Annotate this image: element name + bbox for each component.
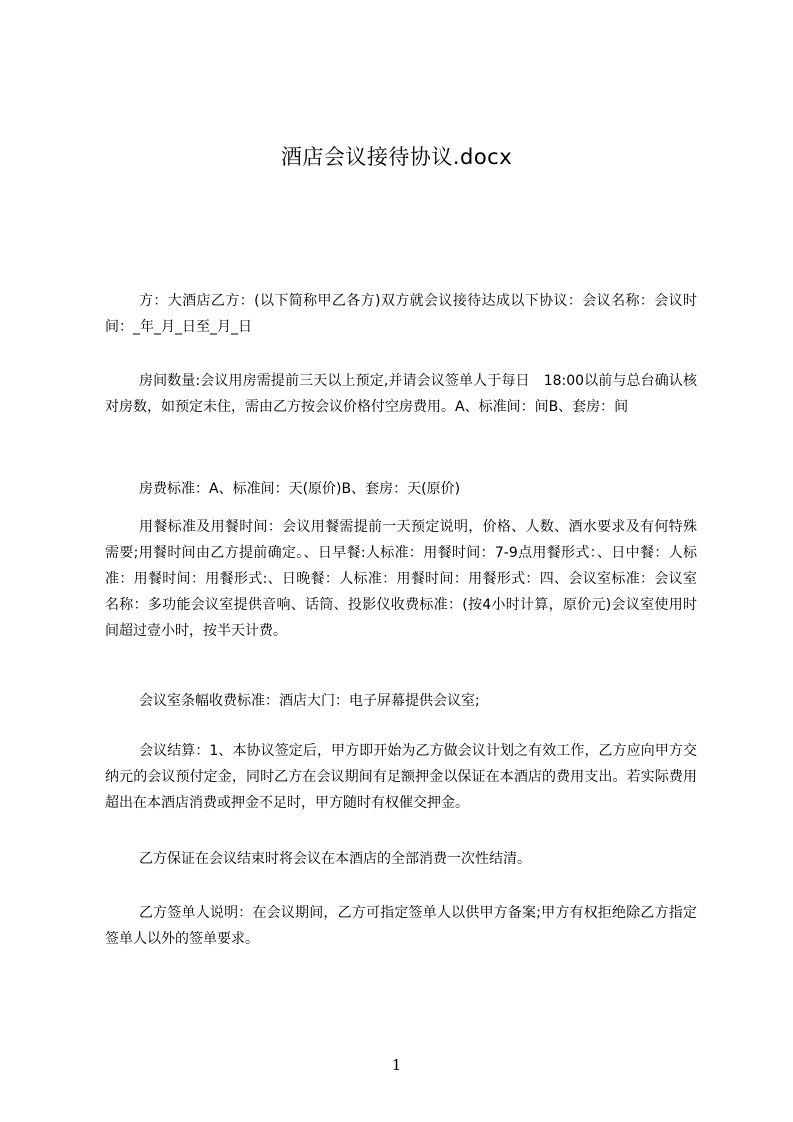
paragraph-banner-fees: 会议室条幅收费标准：酒店大门：电子屏幕提供会议室; bbox=[139, 693, 480, 709]
paragraph-room-rates: 房费标准：A、标准间：天(原价)B、套房：天(原价) bbox=[139, 481, 461, 497]
document-title: 酒店会议接待协议.docx bbox=[280, 145, 513, 169]
paragraph-room-quantity: 房间数量:会议用房需提前三天以上预定,并请会议签单人于每日 18:00以前与总台确认核对房数，如预定未住，需由乙方按会议价格付空房费用。A、标准间：间B、套房：间 bbox=[105, 373, 697, 415]
paragraph-parties: 方：大酒店乙方：(以下简称甲乙各方)双方就会议接待达成以下协议：会议名称：会议时间：_年_月_日至_月_日 bbox=[105, 293, 697, 335]
paragraph-settlement: 会议结算：1、本协议签定后，甲方即开始为乙方做会议计划之有效工作，乙方应向甲方交纳元的会议预付定金，同时乙方在会议期间有足额押金以保证在本酒店的费用支出。若实际费用超出在本酒店消费或押金不足时，甲方随时有权催交押金。 bbox=[105, 743, 697, 811]
paragraph-dining: 用餐标准及用餐时间：会议用餐需提前一天预定说明，价格、人数、酒水要求及有何特殊需要;用餐时间由乙方提前确定。、日早餐:人标准：用餐时间：7-9点用餐形式：、日中餐：人标准：用餐时间：用餐形式:、日晚餐：人标准：用餐时间：用餐形式：四、会议室标准：会议室名称：多功能会议室提供音响、话筒、投影仪收费标准：(按4小时计算，原价元)会议室使用时间超过壹小时，按半天计费。 bbox=[105, 519, 697, 639]
paragraph-payment-guarantee: 乙方保证在会议结束时将会议在本酒店的全部消费一次性结清。 bbox=[139, 851, 531, 867]
page-number: 1 bbox=[391, 1056, 402, 1074]
paragraph-signatory: 乙方签单人说明：在会议期间，乙方可指定签单人以供甲方备案;甲方有权拒绝除乙方指定签单人以外的签单要求。 bbox=[105, 905, 697, 947]
